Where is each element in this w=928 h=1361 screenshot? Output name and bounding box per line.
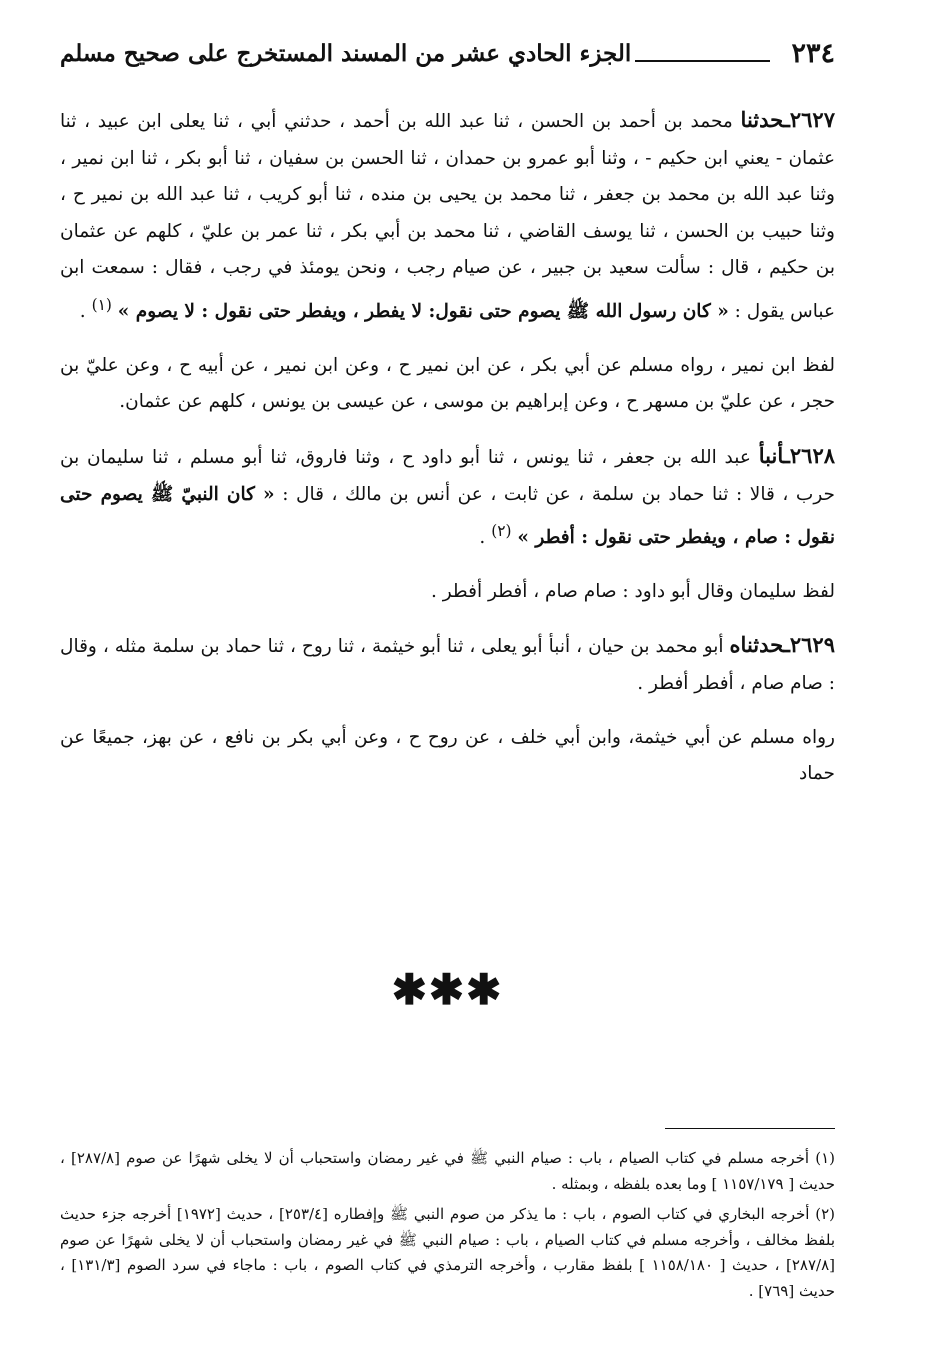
hadith-text: عبد الله بن جعفر ، ثنا يونس ، ثنا أبو داود ح ، وثنا فاروق، ثنا أبو مسلم ، ثنا سليمان بن حرب ، قالا : ثنا حماد بن سلمة ، عن ثابت ، عن أنس بن مالك ، قال : [60, 446, 835, 505]
footnote-2: (٢) أخرجه البخاري في كتاب الصوم ، باب : ما يذكر من صوم النبي ﷺ وإفطاره [٢٥٣/٤] ، حديث [١٩٧٢] أخرجه جزء حديث بلفظ مخالف ، وأخرجه مسلم في كتاب الصيام ، باب : صيام النبي ﷺ في غير رمضان واستحباب أن لا يخلى شهرًا عن صوم [٢٨٧/٨] ، حديث [ ١١٥٨/١٨٠ ] بلفظ مقارب ، وأخرجه الترمذي في كتاب الصوم ، باب : ماجاء في سرد الصوم [١٣١/٣] ، حديث [٧٦٩] . [60, 1205, 835, 1300]
commentary-2628: لفظ سليمان وقال أبو داود : صام صام ، أفطر أفطر . [430, 580, 835, 602]
footnotes [60, 1146, 835, 1310]
running-title: الجزء الحادي عشر من المسند المستخرج على صحيح مسلم [60, 40, 632, 67]
commentary-2629: رواه مسلم عن أبي خيثمة، وابن أبي خلف ، عن روح ح ، وعن أبي بكر بن نافع ، عن بهز، جميعًا عن حماد [60, 726, 835, 785]
main-text [60, 102, 835, 810]
hadith-number: ٢٦٢٩ـحدثناه [729, 632, 835, 658]
footnote-rule [665, 1128, 835, 1129]
page-number: ٢٣٤ [791, 38, 835, 69]
running-header [60, 38, 835, 78]
section-separator: ✱✱✱ [391, 965, 504, 1014]
hadith-text: أبو محمد بن حيان ، أنبأ أبو يعلى ، ثنا أبو خيثمة ، ثنا روح ، ثنا حماد بن سلمة مثله ، وقال : صام صام ، أفطر أفطر . [60, 636, 835, 695]
sentence-end: . [79, 301, 86, 323]
hadith-text: محمد بن أحمد بن الحسن ، ثنا عبد الله بن أحمد ، حدثني أبي ، ثنا يعلى ابن عبيد ، ثنا عثمان - يعني ابن حكيم - ، وثنا أبو عمرو بن حمدان ، ثنا الحسن بن سفيان ، ثنا أبو بكر ، ثنا ابن نمير ، وثنا عبد الله بن محمد بن جعفر ، ثنا محمد بن يحيى بن منده ، ثنا أبو كريب ، ثنا عبد الله بن نمير ح ، وثنا حبيب بن الحسن ، ثنا يوسف القاضي ، ثنا محمد بن أبي بكر ، ثنا عمر بن عليّ ، كلهم عن عثمان بن حكيم ، قال : سألت سعيد بن جبير ، عن صيام رجب ، ونحن يومئذ في رجب ، فقال : سمعت ابن عباس يقول : [60, 111, 835, 323]
hadith-number: ٢٦٢٧ـحدثنا [740, 107, 835, 132]
book-page [60, 30, 835, 1340]
commentary-2627: لفظ ابن نمير ، رواه مسلم عن أبي بكر ، عن ابن نمير ح ، وعن ابن نمير ، عن أبيه ح ، وعن عليّ بن حجر ، عن عليّ بن مسهر ح ، وعن إبراهيم بن موسى ، عن عيسى بن يونس ، كلهم عن عثمان. [60, 354, 835, 413]
footnote-ref: (٢) [491, 522, 512, 541]
footnote-ref: (١) [91, 295, 112, 314]
hadith-2628 [60, 438, 835, 557]
footnote-1: (١) أخرجه مسلم في كتاب الصيام ، باب : صيام النبي ﷺ في غير رمضان واستحباب أن لا يخلى شهرًا عن صوم [٢٨٧/٨] ، حديث [ ١١٥٧/١٧٩ ] وما بعده بلفظه ، وبمثله . [60, 1149, 836, 1193]
hadith-quote: « كان النبيّ ﷺ يصوم حتى نقول : صام ، ويفطر حتى نقول : أفطر » [60, 483, 835, 549]
header-rule [635, 60, 770, 62]
sentence-end: . [479, 527, 486, 549]
hadith-2629 [60, 627, 835, 702]
hadith-number: ٢٦٢٨ـأنبأ [758, 442, 836, 468]
hadith-quote: « كان رسول الله ﷺ يصوم حتى نقول: لا يفطر ، ويفطر حتى نقول : لا يصوم » [117, 301, 729, 323]
hadith-2627 [60, 102, 835, 331]
